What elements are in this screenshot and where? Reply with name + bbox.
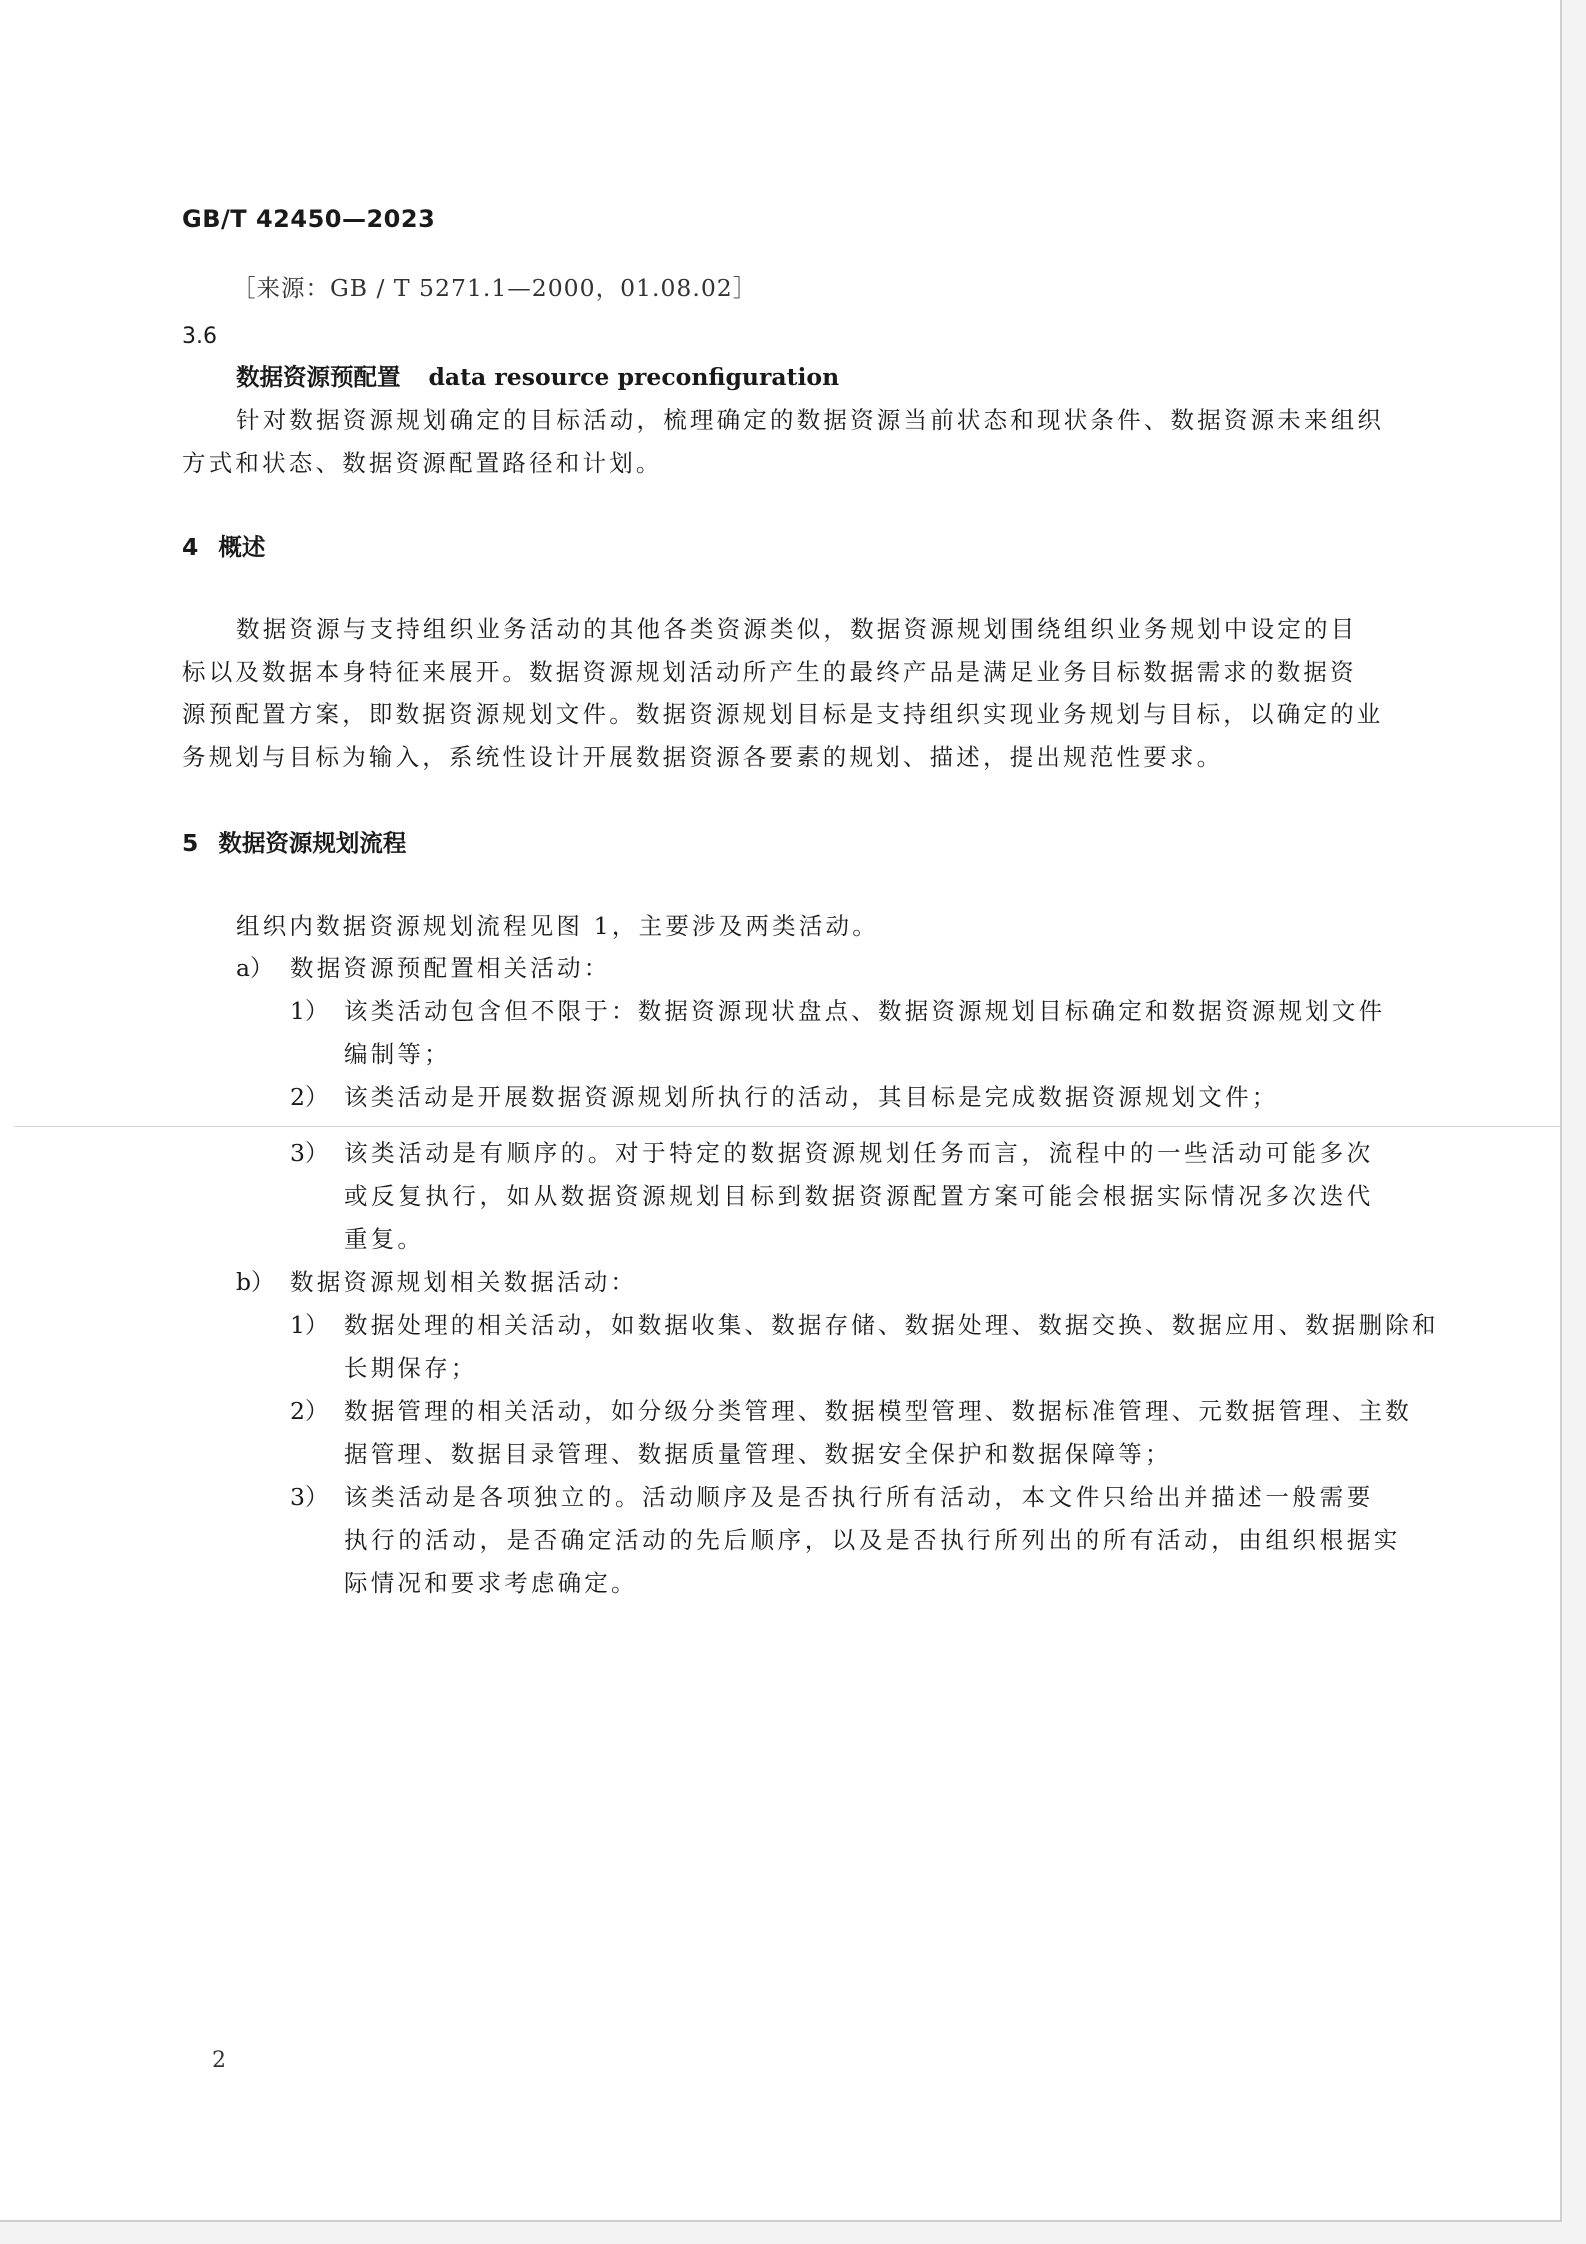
term-en: data resource preconfiguration <box>428 363 840 391</box>
list-item-line: 编制等； <box>344 1040 451 1068</box>
clause-number: 3.6 <box>182 324 217 349</box>
definition-line: 方式和状态、数据资源配置路径和计划。 <box>182 449 663 477</box>
list-item-line: 该类活动包含但不限于：数据资源现状盘点、数据资源规划目标确定和数据资源规划文件 <box>344 997 1386 1025</box>
intro-line: 组织内数据资源规划流程见图 1，主要涉及两类活动。 <box>236 912 879 940</box>
page-number: 2 <box>212 2048 226 2073</box>
list-item-line: 数据管理的相关活动，如分级分类管理、数据模型管理、数据标准管理、元数据管理、主数 <box>344 1397 1412 1425</box>
list-marker: 2） <box>290 1397 329 1425</box>
section-number: 5 <box>182 829 199 857</box>
list-marker: 1） <box>290 1311 329 1339</box>
standard-number: GB/T 42450—2023 <box>182 205 436 233</box>
list-marker: 2） <box>290 1083 329 1111</box>
scan-fold-line <box>14 1126 1560 1127</box>
section-title: 概述 <box>218 533 266 561</box>
paragraph-line: 标以及数据本身特征来展开。数据资源规划活动所产生的最终产品是满足业务目标数据需求的数据资 <box>182 658 1357 686</box>
list-item-line: 执行的活动，是否确定活动的先后顺序，以及是否执行所列出的所有活动，由组织根据实 <box>344 1526 1401 1554</box>
list-item-line: 该类活动是有顺序的。对于特定的数据资源规划任务而言，流程中的一些活动可能多次 <box>344 1139 1374 1167</box>
list-item-line: 重复。 <box>344 1225 425 1253</box>
list-item-line: 际情况和要求考虑确定。 <box>344 1569 638 1597</box>
term-title <box>236 363 840 391</box>
list-item-line: 长期保存； <box>344 1354 478 1382</box>
list-item-line: 数据处理的相关活动，如数据收集、数据存储、数据处理、数据交换、数据应用、数据删除和 <box>344 1311 1439 1339</box>
list-title: 数据资源预配置相关活动： <box>290 954 611 982</box>
list-title: 数据资源规划相关数据活动： <box>290 1268 638 1296</box>
paragraph-line: 务规划与目标为输入，系统性设计开展数据资源各要素的规划、描述，提出规范性要求。 <box>182 743 1224 771</box>
definition-line: 针对数据资源规划确定的目标活动，梳理确定的数据资源当前状态和现状条件、数据资源未来组织 <box>236 406 1385 434</box>
list-item-line: 该类活动是开展数据资源规划所执行的活动，其目标是完成数据资源规划文件； <box>344 1083 1279 1111</box>
paragraph-line: 源预配置方案，即数据资源规划文件。数据资源规划目标是支持组织实现业务规划与目标，以确定的业 <box>182 700 1384 728</box>
list-marker: 3） <box>290 1483 329 1511</box>
section-heading <box>182 533 266 561</box>
list-marker: a） <box>236 954 274 982</box>
source-note: ［来源：GB / T 5271.1—2000，01.08.02］ <box>232 274 758 302</box>
section-heading <box>182 829 407 857</box>
list-item-line: 据管理、数据目录管理、数据质量管理、数据安全保护和数据保障等； <box>344 1440 1172 1468</box>
list-item-line: 该类活动是各项独立的。活动顺序及是否执行所有活动，本文件只给出并描述一般需要 <box>344 1483 1374 1511</box>
section-number: 4 <box>182 533 199 561</box>
list-marker: 1） <box>290 997 329 1025</box>
term-zh: 数据资源预配置 <box>236 363 401 391</box>
section-title: 数据资源规划流程 <box>218 829 407 857</box>
paragraph-line: 数据资源与支持组织业务活动的其他各类资源类似，数据资源规划围绕组织业务规划中设定的目 <box>236 615 1358 643</box>
list-marker: 3） <box>290 1139 329 1167</box>
list-marker: b） <box>236 1268 275 1296</box>
list-item-line: 或反复执行，如从数据资源规划目标到数据资源配置方案可能会根据实际情况多次迭代 <box>344 1182 1374 1210</box>
